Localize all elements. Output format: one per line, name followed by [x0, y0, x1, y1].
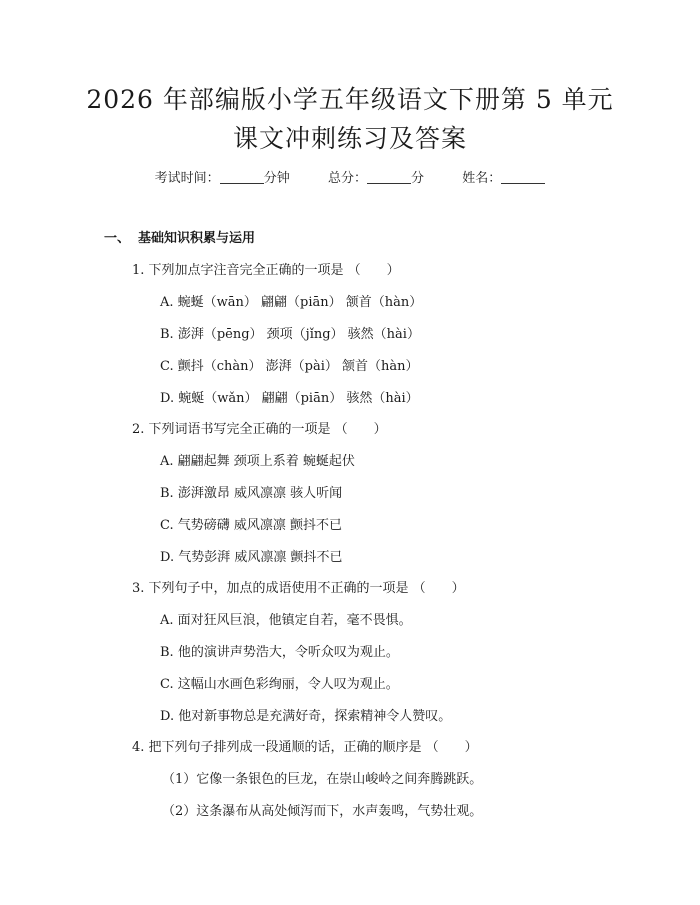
question-option: C. 这幅山水画色彩绚丽，令人叹为观止。 — [160, 677, 399, 692]
question-option: D. 蜿蜒（wǎn） 翩翩（piān） 骇然（hài） — [160, 391, 419, 406]
section-heading — [104, 230, 255, 248]
question-stem: 4. 把下列句子排列成一段通顺的话，正确的顺序是 （ ） — [132, 740, 478, 755]
section-number: 一、 — [104, 231, 131, 246]
question-option: B. 澎湃（pēng） 颈项（jǐng） 骇然（hài） — [160, 327, 420, 342]
question-option: A. 面对狂风巨浪，他镇定自若，毫不畏惧。 — [160, 613, 412, 628]
page-title-line-1: 2026 年部编版小学五年级语文下册第 5 单元 — [86, 85, 614, 114]
question-stem: 2. 下列词语书写完全正确的一项是 （ ） — [132, 422, 387, 437]
exam-time-label: 考试时间： — [154, 171, 220, 186]
question-sentence: （2）这条瀑布从高处倾泻而下，水声轰鸣，气势壮观。 — [162, 804, 483, 819]
question-stem: 1. 下列加点字注音完全正确的一项是 （ ） — [132, 263, 400, 278]
exam-time-unit: 分钟 — [263, 171, 290, 186]
exam-time-blank — [220, 170, 264, 184]
page-title-line-2: 课文冲刺练习及答案 — [232, 124, 467, 153]
question-option: B. 他的演讲声势浩大，令听众叹为观止。 — [160, 645, 399, 660]
question-option: A. 蜿蜒（wān） 翩翩（piān） 颔首（hàn） — [160, 295, 423, 310]
question-option: C. 气势磅礴 威风凛凛 颤抖不已 — [160, 518, 343, 533]
name-blank — [501, 170, 545, 184]
question-option: D. 他对新事物总是充满好奇，探索精神令人赞叹。 — [160, 709, 452, 724]
question-option: C. 颤抖（chàn） 澎湃（pài） 颔首（hàn） — [160, 359, 419, 374]
question-option: A. 翩翩起舞 颈项上系着 蜿蜒起伏 — [160, 454, 355, 469]
question-stem: 3. 下列句子中，加点的成语使用不正确的一项是 （ ） — [132, 581, 465, 596]
score-unit: 分 — [411, 171, 425, 186]
name-label: 姓名： — [462, 171, 502, 186]
exam-info — [0, 170, 700, 188]
question-sentence: （1）它像一条银色的巨龙，在崇山峻岭之间奔腾跳跃。 — [162, 772, 483, 787]
question-option: B. 澎湃激昂 威风凛凛 骇人听闻 — [160, 486, 343, 501]
score-label: 总分： — [327, 171, 367, 186]
question-option: D. 气势彭湃 威风凛凛 颤抖不已 — [160, 550, 343, 565]
section-title: 基础知识积累与运用 — [138, 231, 256, 246]
score-blank — [367, 170, 411, 184]
